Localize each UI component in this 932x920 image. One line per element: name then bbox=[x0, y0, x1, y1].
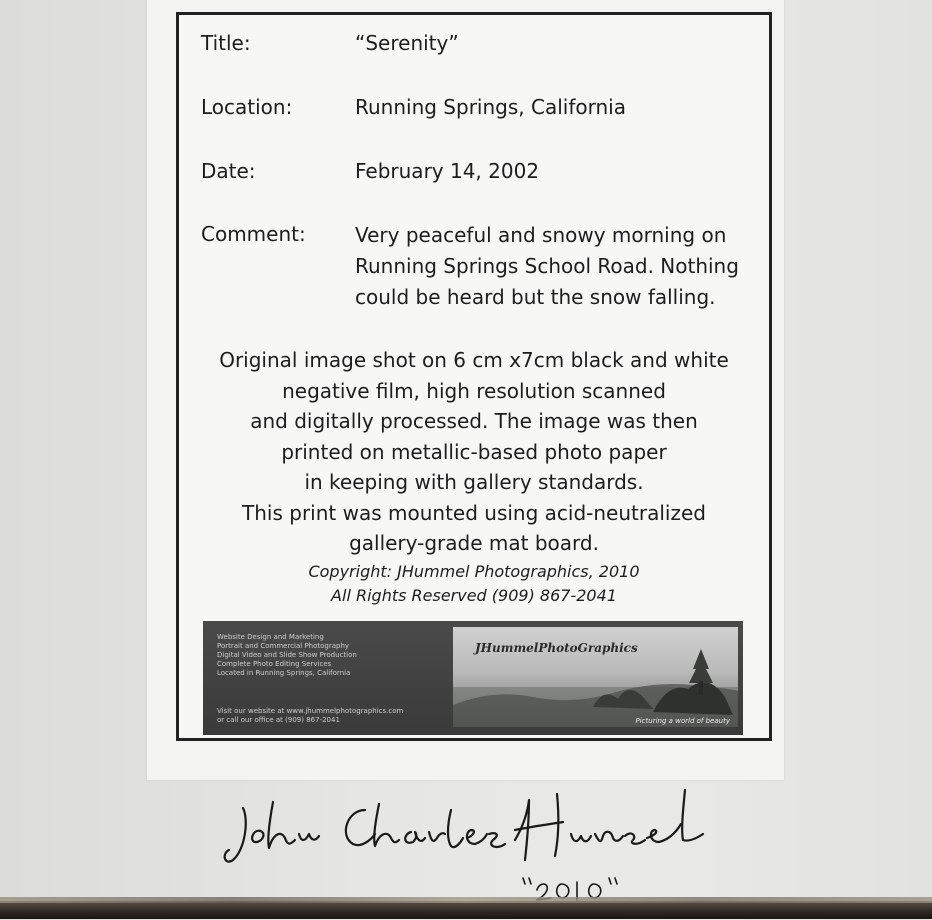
service-item: Portrait and Commercial Photography bbox=[217, 642, 350, 650]
description-line: printed on metallic-based photo paper bbox=[281, 439, 667, 464]
comment-label: Comment: bbox=[201, 222, 306, 246]
date-label: Date: bbox=[201, 159, 256, 183]
frame-edge bbox=[0, 901, 932, 919]
description-line: in keeping with gallery standards. bbox=[304, 470, 644, 494]
description-block bbox=[179, 345, 769, 559]
copyright-line: All Rights Reserved (909) 867-2041 bbox=[331, 586, 617, 605]
title-label: Title: bbox=[201, 31, 251, 55]
comment-line: could be heard but the snow falling. bbox=[355, 285, 716, 309]
copyright-block bbox=[179, 560, 769, 608]
business-card-banner bbox=[203, 621, 743, 735]
visit-info bbox=[217, 707, 447, 725]
landscape-photo bbox=[453, 627, 738, 727]
description-line: gallery-grade mat board. bbox=[349, 531, 599, 555]
tagline: Picturing a world of beauty bbox=[635, 717, 730, 725]
service-item: Located in Running Springs, California bbox=[217, 669, 351, 677]
description-line: This print was mounted using acid-neutralized bbox=[242, 500, 706, 525]
description-line: negative film, high resolution scanned bbox=[282, 378, 666, 403]
date-value: February 14, 2002 bbox=[355, 159, 540, 183]
comment-text bbox=[355, 220, 739, 313]
brand-logo-text: JHummelPhotoGraphics bbox=[475, 641, 638, 655]
services-list bbox=[217, 633, 447, 724]
location-label: Location: bbox=[201, 95, 293, 119]
location-value: Running Springs, California bbox=[355, 95, 626, 119]
visit-line: or call our office at (909) 867-2041 bbox=[217, 716, 340, 724]
comment-line: Running Springs School Road. Nothing bbox=[355, 254, 739, 278]
info-label-frame bbox=[176, 12, 772, 741]
comment-line: Very peaceful and snowy morning on bbox=[355, 223, 727, 247]
service-item: Website Design and Marketing bbox=[217, 633, 324, 641]
service-item: Digital Video and Slide Show Production bbox=[217, 651, 357, 659]
title-value: “Serenity” bbox=[355, 31, 459, 55]
copyright-line: Copyright: JHummel Photographics, 2010 bbox=[308, 562, 640, 581]
visit-line: Visit our website at www.jhummelphotographics.com bbox=[217, 707, 404, 715]
description-line: and digitally processed. The image was then bbox=[250, 409, 698, 433]
service-item: Complete Photo Editing Services bbox=[217, 660, 332, 668]
description-line: Original image shot on 6 cm x7cm black and white bbox=[219, 348, 729, 372]
